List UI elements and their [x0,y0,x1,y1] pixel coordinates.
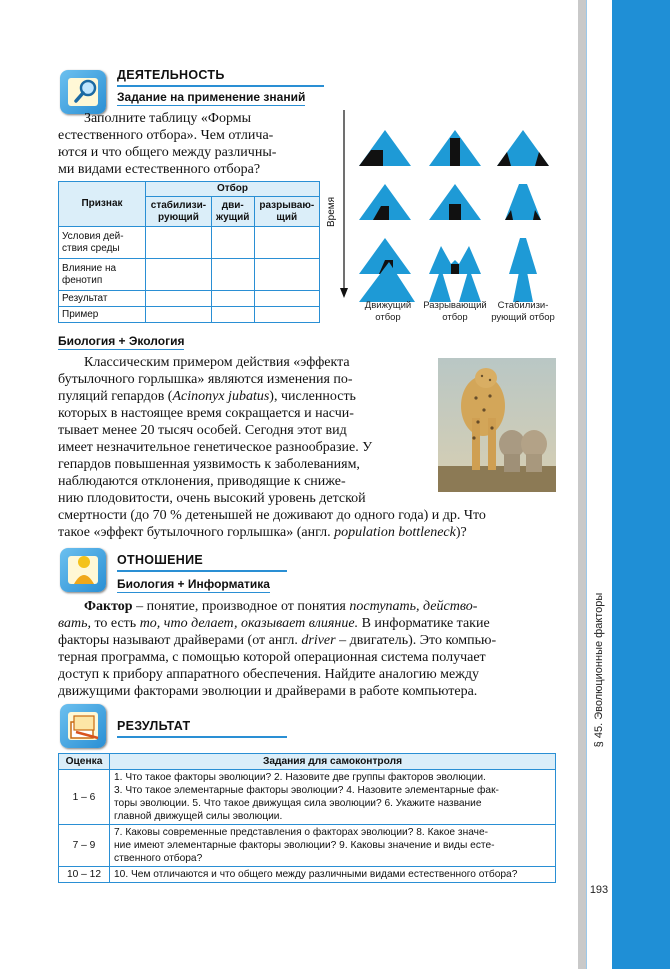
table-cell [146,291,212,307]
bio-ecology-title: Биология + Экология [58,334,185,348]
selection-forms-table [58,181,320,323]
col-header-tasks: Задания для самоконтроля [110,754,556,770]
table-row [59,259,320,291]
bio-line-4: которых в настоящее время сокращается и насчи- [58,406,354,421]
row-label: Влияние на фенотип [59,259,146,291]
attitude-line-5: доступ к прибору аппаратного обеспечения. Найдите аналогию между [58,667,480,682]
attitude-title: ОТНОШЕНИЕ [117,553,204,567]
table-cell [211,291,254,307]
table-row [59,307,320,323]
tasks-cell: 7. Каковы современные представления о факторах эволюции? 8. Какое значе- ние имеют элементарные факторы эволюции? 9. Каковы значение и виды есте- ственного отбора? [110,825,556,867]
tasks-cell: 10. Чем отличаются и что общего между различными видами естественного отбора? [110,867,556,883]
table-cell [211,307,254,323]
col-header-driving: дви- жущий [211,197,254,227]
table-cell [254,291,319,307]
table-cell [211,227,254,259]
bio-line-11: такое «эффект бутылочного горлышка» (англ. population bottleneck)? [58,525,467,540]
self-control-table [58,753,556,883]
attitude-icon [60,548,106,592]
chapter-label: § 45. Эволюционные факторы [593,592,605,748]
bio-line-8: наблюдаются отклонения, приводящие к сниже- [58,474,346,489]
table-cell [146,307,212,323]
table-row [59,867,556,883]
table-cell [146,227,212,259]
table-cell [254,259,319,291]
page-number: 193 [589,884,609,896]
bio-line-9: нию плодовитости, очень высокий уровень детской [58,491,366,506]
attitude-subtitle: Биология + Информатика [117,577,270,591]
activity-line-1: Заполните таблицу «Формы [84,111,252,126]
activity-title-rule [117,85,324,87]
col-header-grade: Оценка [59,754,110,770]
grade-cell: 10 – 12 [59,867,110,883]
attitude-line-4: терная программа, с помощью которой операционная система получает [58,650,486,665]
table-row [59,825,556,867]
table-cell [254,307,319,323]
attitude-line-1: Фактор – понятие, производное от понятия поступать, действо- [84,599,478,614]
caption-stabilizing: Стабилизи- рующий отбор [491,300,555,323]
bio-line-10: смертности (до 70 % детенышей не доживают до одного года) и др. Что [58,508,486,523]
col-header-disruptive: разрываю- щий [254,197,319,227]
activity-subtitle: Задание на применение знаний [117,90,306,104]
side-band-divider [586,0,587,969]
row-label: Результат [59,291,146,307]
bio-line-1: Классическим примером действия «эффекта [84,355,350,370]
disruptive-column [429,130,481,302]
attitude-line-2: вать, то есть то, что делает, оказывает влияние. В информатике такие [58,616,490,631]
table-cell [254,227,319,259]
row-label: Условия дей- ствия среды [59,227,146,259]
bio-line-6: имеет незначительное генетическое разнообразие. У [58,440,373,455]
bio-line-3: пуляций гепардов (Acinonyx jubatus), численность [58,389,356,404]
tasks-cell: 1. Что такое факторы эволюции? 2. Назовите две группы факторов эволюции. 3. Что такое элементарные факторы эволюции? 4. Назовите элементарные фак- торы эволюции. 5. Что такое движущая сила эволюции? 6. Укажите название главной движущей силы эволюции. [110,770,556,825]
activity-title: ДЕЯТЕЛЬНОСТЬ [117,68,225,82]
table-row [59,291,320,307]
activity-line-3: ются и что общего между различны- [58,145,277,160]
table-cell [146,259,212,291]
caption-driving: Движущий отбор [364,300,412,323]
side-band-strip [586,0,612,969]
page-edge-shadow [578,0,586,969]
result-icon [60,704,106,748]
result-title: РЕЗУЛЬТАТ [117,719,191,733]
grade-cell: 7 – 9 [59,825,110,867]
attitude-line-6: движущими факторами эволюции и драйверами в работе компьютера. [58,684,478,699]
bio-line-5: тывает менее 20 тысяч особей. Сегодня этот вид [58,423,347,438]
cheetah-photo [438,358,556,492]
col-header-stabilizing: стабилизи- рующий [146,197,212,227]
bio-line-2: бутылочного горлышка» являются изменения по- [58,372,353,387]
attitude-line-3: факторы называют драйверами (от англ. driver – двигатель). Это компью- [58,633,497,648]
activity-line-2: естественного отбора». Чем отлича- [58,128,274,143]
activity-line-4: ми видами естественного отбора? [58,162,261,177]
stabilizing-column [497,130,549,302]
table-cell [211,259,254,291]
driving-column [359,130,415,302]
attitude-title-rule [117,570,287,572]
time-axis-label: Время [326,196,337,227]
bio-line-7: гепардов повышенная уязвимость к заболеваниям, [58,457,360,472]
col-header-feature: Признак [59,182,146,227]
grade-cell: 1 – 6 [59,770,110,825]
col-header-selection: Отбор [146,182,320,197]
caption-disruptive: Разрывающий отбор [423,300,487,323]
selection-diagram [355,126,575,302]
result-title-rule [117,736,287,738]
activity-icon [60,70,106,114]
row-label: Пример [59,307,146,323]
table-row [59,770,556,825]
table-row [59,227,320,259]
